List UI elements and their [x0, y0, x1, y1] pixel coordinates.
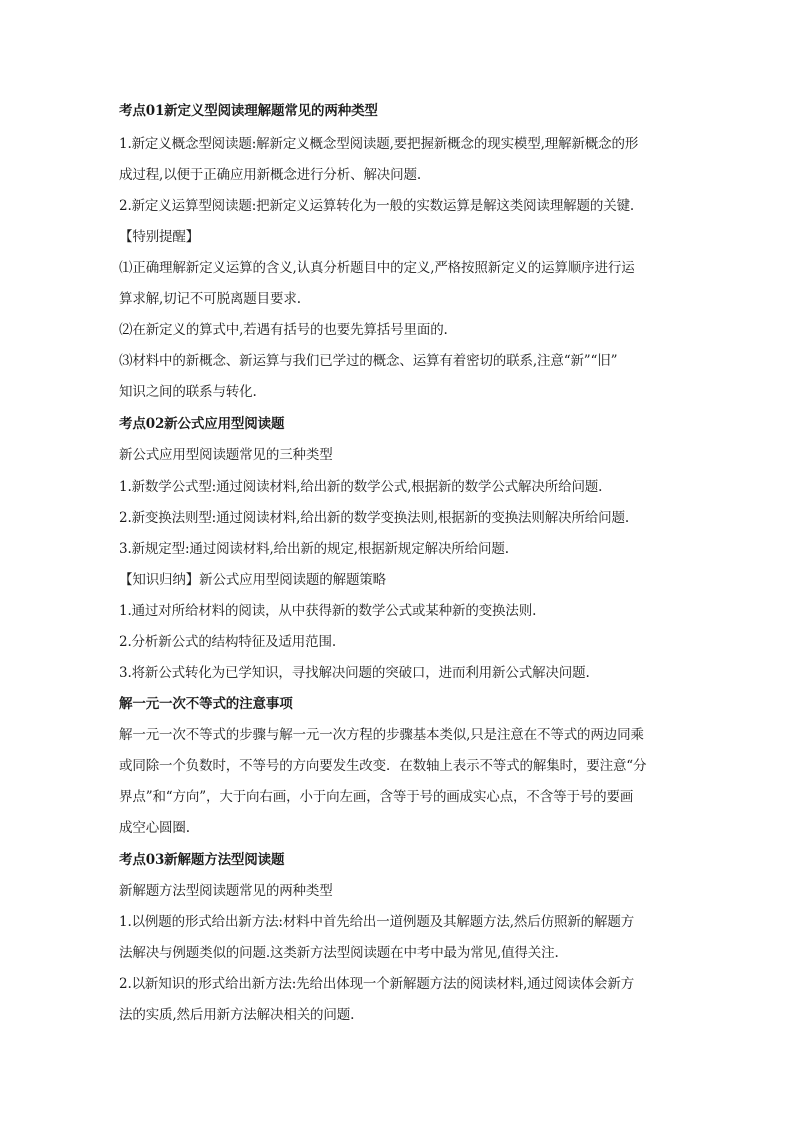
text-line: 2.新定义运算型阅读题:把新定义运算转化为一般的实数运算是解这类阅读理解题的关键.	[119, 198, 635, 214]
text-line: 1.以例题的形式给出新方法:材料中首先给出一道例题及其解题方法,然后仿照新的解题方	[119, 914, 635, 930]
text-line: 1.新数学公式型:通过阅读材料,给出新的数学公式,根据新的数学公式解决所给问题.	[119, 479, 603, 495]
text-line: 成过程,以便于正确应用新概念进行分析、解决问题.	[119, 167, 421, 183]
text-line: 算求解,切记不可脱离题目要求.	[119, 291, 301, 307]
text-line: 法的实质,然后用新方法解决相关的问题.	[119, 1007, 355, 1023]
text-line: 3.将新公式转化为已学知识，寻找解决问题的突破口，进而利用新公式解决问题.	[119, 665, 590, 681]
section-heading-02: 考点02新公式应用型阅读题	[119, 416, 285, 432]
text-line: 新解题方法型阅读题常见的两种类型	[119, 883, 333, 899]
callout-title: 【特别提醒】	[119, 229, 200, 245]
text-line: 新公式应用型阅读题常见的三种类型	[119, 447, 333, 463]
text-line: 知识之间的联系与转化.	[119, 384, 257, 400]
text-line: ⑶材料中的新概念、新运算与我们已学过的概念、运算有着密切的联系,注意“新”“旧”	[119, 353, 618, 369]
text-line: 界点”和“方向”，大于向右画，小于向左画，含等于号的画成实心点，不含等于号的要画	[119, 789, 634, 805]
text-line: ⑴正确理解新定义运算的含义,认真分析题目中的定义,严格按照新定义的运算顺序进行运	[119, 260, 635, 276]
text-line: 1.通过对所给材料的阅读，从中获得新的数学公式或某种新的变换法则.	[119, 603, 537, 619]
text-line: ⑵在新定义的算式中,若遇有括号的也要先算括号里面的.	[119, 322, 448, 338]
text-line: 成空心圆圈.	[119, 820, 190, 836]
text-line: 3.新规定型:通过阅读材料,给出新的规定,根据新规定解决所给问题.	[119, 541, 509, 557]
section-heading-03: 考点03新解题方法型阅读题	[119, 852, 285, 868]
text-line: 解一元一次不等式的步骤与解一元一次方程的步骤基本类似,只是注意在不等式的两边同乘	[119, 727, 644, 743]
text-line: 2.以新知识的形式给出新方法:先给出体现一个新解题方法的阅读材料,通过阅读体会新方	[119, 976, 635, 992]
text-line: 法解决与例题类似的问题.这类新方法型阅读题在中考中最为常见,值得关注.	[119, 945, 559, 961]
section-heading-inequality: 解一元一次不等式的注意事项	[119, 696, 293, 712]
callout-title: 【知识归纳】新公式应用型阅读题的解题策略	[119, 572, 386, 588]
text-line: 2.新变换法则型:通过阅读材料,给出新的数学变换法则,根据新的变换法则解决所给问题.	[119, 510, 630, 526]
text-line: 1.新定义概念型阅读题:解新定义概念型阅读题,要把握新概念的现实模型,理解新概念的形	[119, 136, 639, 152]
section-heading-01: 考点01新定义型阅读理解题常见的两种类型	[119, 103, 378, 119]
text-line: 2.分析新公式的结构特征及适用范围.	[119, 634, 336, 650]
text-line: 或同除一个负数时，不等号的方向要发生改变．在数轴上表示不等式的解集时，要注意“分	[119, 758, 647, 774]
